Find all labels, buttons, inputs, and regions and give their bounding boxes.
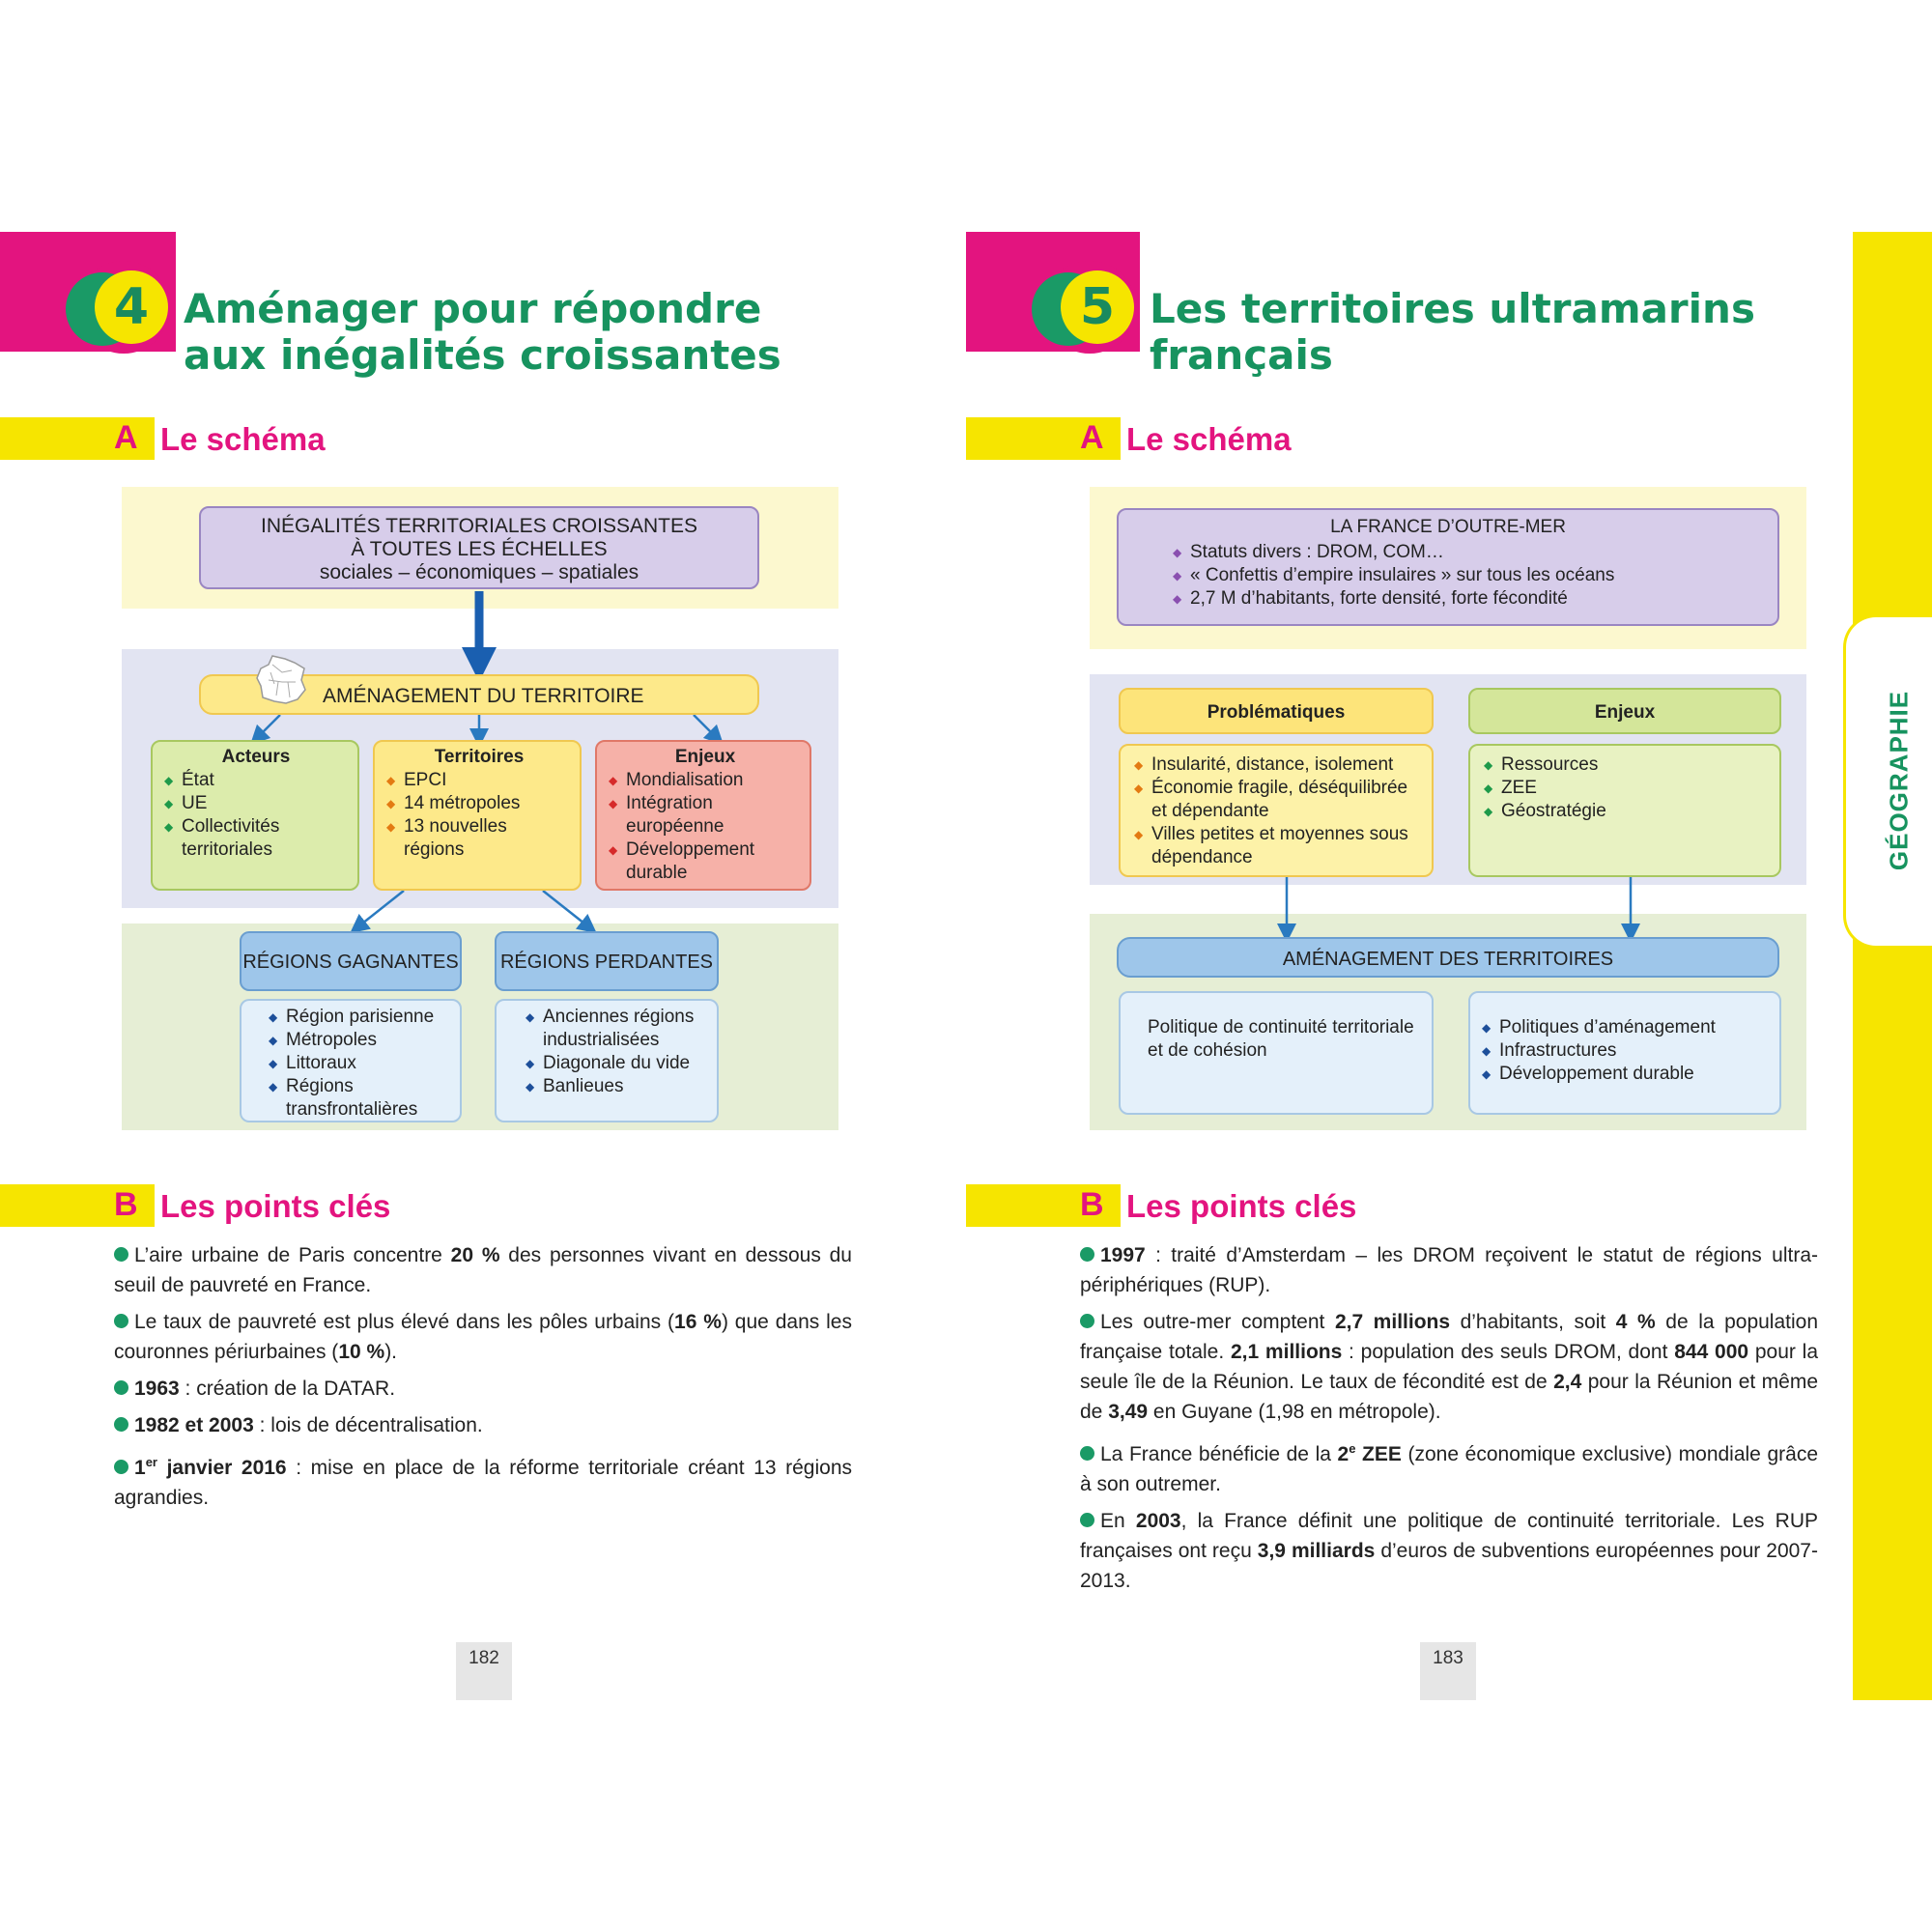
page-number: 183 — [1420, 1642, 1476, 1700]
inegalites-box: INÉGALITÉS TERRITORIALES CROISSANTES À TOUTES LES ÉCHELLES sociales – économiques – spatiales — [199, 506, 759, 589]
key-point: L’aire urbaine de Paris concentre 20 % des personnes vivant en dessous du seuil de pauvreté en France. — [114, 1244, 852, 1296]
list-item: ◆ UE — [164, 792, 348, 815]
acteurs-box: Acteurs ◆ État ◆ UE ◆ Collectivités territoriales — [151, 740, 359, 891]
section-title: Les points clés — [160, 1188, 391, 1224]
enjeux-title: Enjeux — [1468, 688, 1781, 734]
section-title: Le schéma — [1126, 421, 1292, 457]
france-outre-mer-box: LA FRANCE D’OUTRE-MER ◆ Statuts divers : DROM, COM… ◆ « Confettis d’empire insulaires » sur tous les océans ◆ 2,7 M d’habitants, forte densité, forte fécondité — [1117, 508, 1779, 626]
list-item: ◆ Anciennes régions industrialisées — [526, 1006, 709, 1052]
key-point: 1997 : traité d’Amsterdam – les DROM reçoivent le statut de régions ultra-périphériques (RUP). — [1080, 1244, 1818, 1296]
key-point: 1982 et 2003 : lois de décentralisation. — [114, 1410, 852, 1440]
list-item: ◆ Banlieues — [526, 1075, 709, 1098]
list-item: ◆ Métropoles — [269, 1029, 452, 1052]
list-item: ◆ Géostratégie — [1484, 800, 1772, 823]
list-item: ◆ Diagonale du vide — [526, 1052, 709, 1075]
politiques-box — [1468, 991, 1781, 1115]
list-item: ◆ EPCI — [386, 769, 572, 792]
list-item: ◆ Mondialisation — [609, 769, 802, 792]
amenagement-territoire-box: AMÉNAGEMENT DU TERRITOIRE — [199, 674, 759, 715]
subject-tab-label: GÉOGRAPHIE — [1884, 690, 1914, 871]
section-title: Le schéma — [160, 421, 326, 457]
regions-gagnantes-list — [240, 999, 462, 1122]
list-item: ◆ Villes petites et moyennes sous dépendance — [1134, 823, 1424, 869]
section-letter: B — [114, 1186, 138, 1223]
key-point: 1er janvier 2016 : mise en place de la réforme territoriale créant 13 régions agrandies. — [114, 1455, 853, 1509]
list-item: ◆ Insularité, distance, isolement — [1134, 753, 1424, 777]
section-letter: A — [114, 419, 138, 456]
list-item: ◆ Développement durable — [1482, 1063, 1772, 1086]
amenagement-territoires-box: AMÉNAGEMENT DES TERRITOIRES — [1117, 937, 1779, 978]
regions-perdantes-list — [495, 999, 719, 1122]
chapter-number: 5 — [1061, 270, 1134, 344]
chapter-title: Les territoires ultramarins français — [1150, 285, 1755, 379]
chapter-number: 4 — [95, 270, 168, 344]
key-point: La France bénéficie de la 2e ZEE (zone économique exclusive) mondiale grâce à son outremer. — [1080, 1441, 1818, 1495]
side-color-bar — [1853, 232, 1932, 1700]
france-map-icon — [253, 653, 309, 707]
regions-perdantes-title: RÉGIONS PERDANTES — [495, 931, 719, 991]
list-item: ◆ Régions transfrontalières — [269, 1075, 452, 1122]
list-item: ◆ Politiques d’aménagement — [1482, 1016, 1772, 1039]
list-item: ◆ « Confettis d’empire insulaires » sur tous les océans — [1173, 564, 1768, 587]
problematiques-title: Problématiques — [1119, 688, 1434, 734]
list-item: ◆ Collectivités territoriales — [164, 815, 348, 862]
list-item: ◆ Statuts divers : DROM, COM… — [1173, 541, 1768, 564]
regions-gagnantes-title: RÉGIONS GAGNANTES — [240, 931, 462, 991]
diagram-arrows-left — [0, 0, 966, 1159]
list-item: ◆ État — [164, 769, 348, 792]
list-item: ◆ Ressources — [1484, 753, 1772, 777]
list-item: ◆ Région parisienne — [269, 1006, 452, 1029]
enjeux-box: Enjeux ◆ Mondialisation ◆ Intégration européenne ◆ Développement durable — [595, 740, 811, 891]
key-points-left — [114, 1240, 852, 1520]
list-item: ◆ Littoraux — [269, 1052, 452, 1075]
key-point: 1963 : création de la DATAR. — [114, 1374, 852, 1404]
list-item: ◆ ZEE — [1484, 777, 1772, 800]
list-item: ◆ 14 métropoles — [386, 792, 572, 815]
territoires-box: Territoires ◆ EPCI ◆ 14 métropoles ◆ 13 nouvelles régions — [373, 740, 582, 891]
section-letter: B — [1080, 1186, 1104, 1223]
chapter-title: Aménager pour répondre aux inégalités croissantes — [184, 285, 781, 379]
key-points-right — [1080, 1240, 1818, 1603]
list-item: ◆ 2,7 M d’habitants, forte densité, forte fécondité — [1173, 587, 1768, 611]
section-title: Les points clés — [1126, 1188, 1357, 1224]
list-item: ◆ Intégration européenne — [609, 792, 802, 838]
list-item: ◆ Économie fragile, déséquilibrée et dépendante — [1134, 777, 1424, 823]
diagram-arrows-right — [966, 0, 1932, 1159]
key-point: Les outre-mer comptent 2,7 millions d’habitants, soit 4 % de la population française totale. 2,1 millions : population des seuls DROM, dont 844 000 pour la seule île de la Réunion. Le taux de fécondité est de 2,4 pour la Réunion et même de 3,49 en Guyane (1,98 en métropole). — [1080, 1311, 1819, 1423]
page-number: 182 — [456, 1642, 512, 1700]
list-item: ◆ Infrastructures — [1482, 1039, 1772, 1063]
key-point: En 2003, la France définit une politique de continuité territoriale. Les RUP françaises ont reçu 3,9 milliards d’euros de subventions européennes pour 2007-2013. — [1080, 1510, 1818, 1592]
section-letter: A — [1080, 419, 1104, 456]
list-item: ◆ 13 nouvelles régions — [386, 815, 572, 862]
list-item: ◆ Développement durable — [609, 838, 802, 885]
continuite-box: Politique de continuité territoriale et de cohésion — [1119, 991, 1434, 1115]
key-point: Le taux de pauvreté est plus élevé dans les pôles urbains (16 %) que dans les couronnes périurbaines (10 %). — [114, 1311, 852, 1363]
